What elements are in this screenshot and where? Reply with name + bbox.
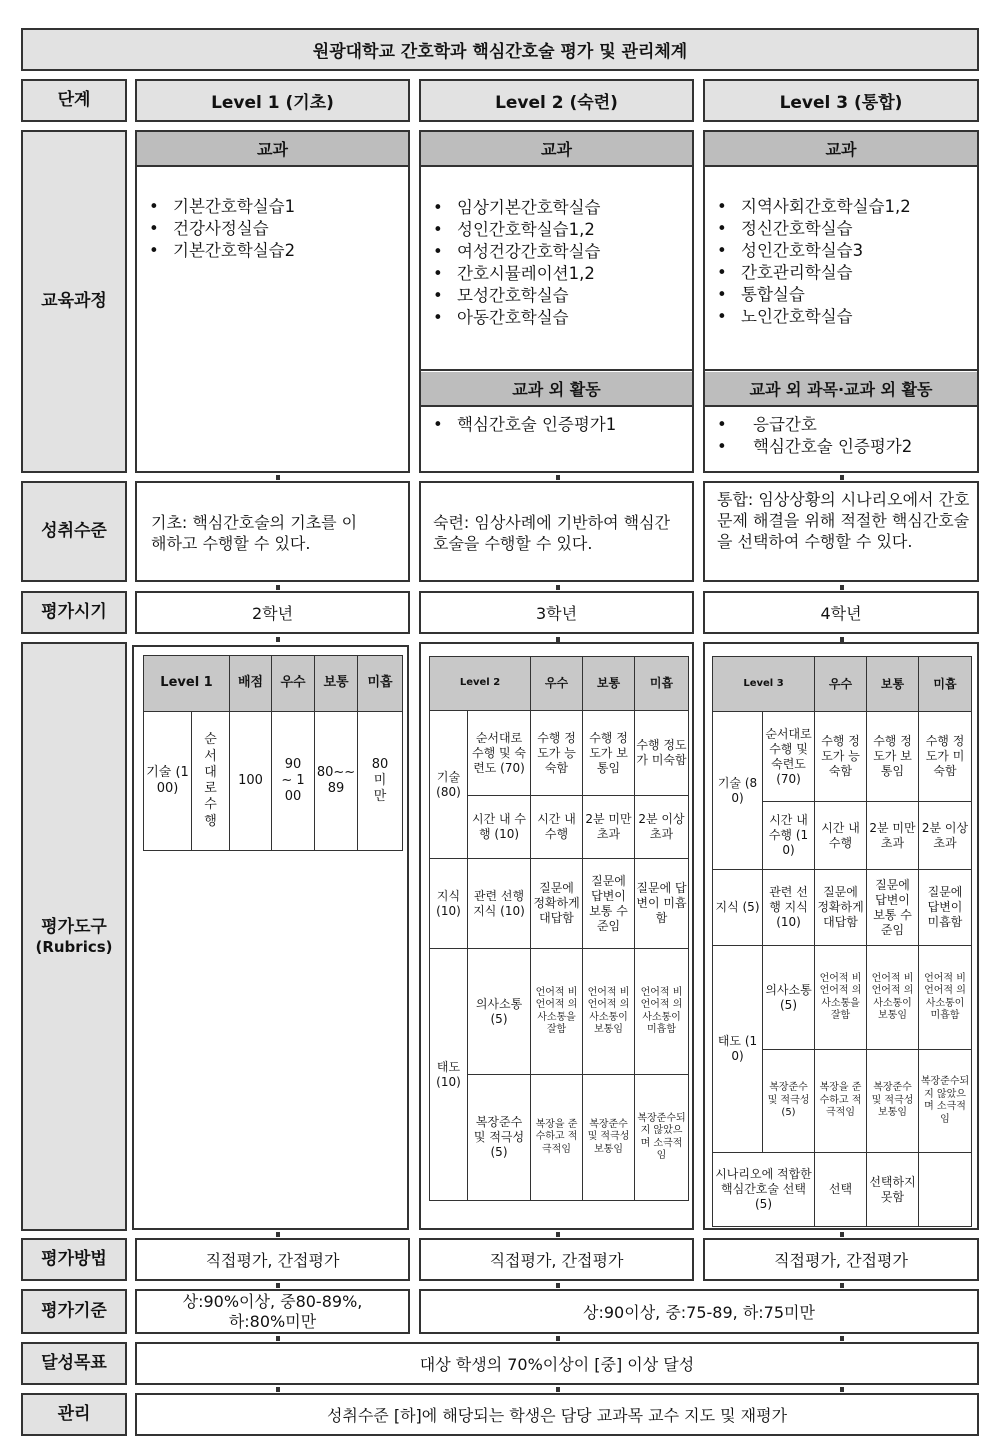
level1-rubric-table [143, 655, 403, 851]
row-label-management [21, 1393, 127, 1436]
list-item: • 통합실습 [715, 284, 911, 306]
table-cell: 질문에 답변이 미흡함 [919, 870, 972, 946]
goal-text: 대상 학생의 70%이상이 [중] 이상 달성 [135, 1342, 979, 1385]
row-label-tool [21, 642, 127, 1231]
row-label-stage [21, 79, 127, 122]
table-cell: 언어적 비언어적 의사소통을 잘함 [531, 949, 583, 1075]
table-cell: 시간 내 수행 [815, 802, 867, 870]
table-cell: 복장을 준수하고 적극적임 [815, 1050, 867, 1153]
table-cell: 선택 [815, 1153, 867, 1227]
list-item: • 핵심간호술 인증평가1 [431, 414, 616, 436]
list-item: • 기본간호학실습1 [147, 196, 295, 218]
table-header: 우수 [272, 656, 315, 712]
table-cell: 기술 (100) [144, 712, 192, 851]
table-cell: 수행 정도가 능숙함 [531, 711, 583, 796]
tool-label: 평가도구 [41, 916, 107, 937]
level3-timing: 4학년 [703, 591, 979, 634]
table-cell: 100 [230, 712, 272, 851]
table-cell: 지식 (10) [430, 859, 468, 949]
table-header: 미흡 [919, 657, 972, 712]
table-cell: 수행 정도가 보통임 [583, 711, 635, 796]
table-cell: 복장준수되지 않았으며 소극적임 [919, 1050, 972, 1153]
level1-achievement-text: 기초: 핵심간호술의 기초를 이해하고 수행할 수 있다. [151, 513, 358, 553]
table-cell: 질문에 정확하게 대답함 [815, 870, 867, 946]
achievement-label: 성취수준 [41, 521, 107, 542]
level3-course-list [715, 196, 911, 328]
table-cell: 80~~ 89 [315, 712, 358, 851]
list-item: • 아동간호학실습 [431, 307, 600, 329]
table-cell: 80 미만 [358, 712, 403, 851]
level2-course-list [431, 197, 600, 329]
page-title: 원광대학교 간호학과 핵심간호술 평가 및 관리체계 [21, 28, 979, 71]
management-text: 성취수준 [하]에 해당되는 학생은 담당 교과목 교수 지도 및 재평가 [135, 1393, 979, 1436]
table-cell: 순서대로수행 [192, 712, 230, 851]
table-cell: 의사소통 (5) [763, 946, 815, 1050]
list-item: • 기본간호학실습2 [147, 240, 295, 262]
list-item: • 성인간호학실습1,2 [431, 219, 600, 241]
table-cell: 기술 (80) [713, 712, 763, 870]
table-cell: 수행 정도가 보통임 [867, 712, 919, 802]
table-cell: 수행 정도가 능숙함 [815, 712, 867, 802]
row-label-achievement [21, 481, 127, 582]
level3-header: Level 3 (통합) [703, 79, 979, 122]
level1-course-list [147, 196, 295, 262]
level2-achievement [419, 481, 694, 582]
table-header: 미흡 [635, 657, 689, 711]
table-cell: 지식 (5) [713, 870, 763, 946]
stage-label: 단계 [57, 90, 91, 111]
list-item: • 성인간호학실습3 [715, 240, 911, 262]
table-cell: 복장준수 및 적극성 보통임 [867, 1050, 919, 1153]
table-header: 배점 [230, 656, 272, 712]
list-item: • 모성간호학실습 [431, 285, 600, 307]
level2-achievement-text: 숙련: 임상사례에 기반하여 핵심간호술을 수행할 수 있다. [433, 513, 671, 553]
table-header: 보통 [315, 656, 358, 712]
table-header: 미흡 [358, 656, 403, 712]
list-item: • 핵심간호술 인증평가2 [715, 436, 912, 458]
table-cell: 순서대로수행 및 숙련도 (70) [763, 712, 815, 802]
level3-course-header: 교과 [705, 132, 977, 167]
table-cell: 관련 선행 지식 (10) [763, 870, 815, 946]
goal-label: 달성목표 [41, 1353, 107, 1374]
level3-achievement-text: 통합: 임상상황의 시나리오에서 간호 문제 해결을 위해 적절한 핵심간호술을 선택하여 수행할 수 있다. [717, 490, 970, 551]
level2-header: Level 2 (숙련) [419, 79, 694, 122]
level1-achievement [135, 481, 410, 582]
row-label-criteria [21, 1289, 127, 1334]
level2-course-header: 교과 [421, 132, 692, 167]
table-cell: 복장준수 및 적극성 (5) [468, 1075, 531, 1201]
level3-rubric-table [712, 656, 972, 1227]
level2-method: 직접평가, 간접평가 [419, 1238, 694, 1281]
table-cell: 선택하지 못함 [867, 1153, 919, 1227]
table-cell: 태도 (10) [713, 946, 763, 1153]
table-cell: 태도 (10) [430, 949, 468, 1201]
table-header: Level 3 [713, 657, 815, 712]
table-cell: 언어적 비언어적 의사소통을 잘함 [815, 946, 867, 1050]
table-cell [919, 1153, 972, 1227]
table-cell: 복장을 준수하고 적극적임 [531, 1075, 583, 1201]
list-item: • 노인간호학실습 [715, 306, 911, 328]
list-item: • 지역사회간호학실습1,2 [715, 196, 911, 218]
level2-timing: 3학년 [419, 591, 694, 634]
table-cell: 2분 이상 초과 [919, 802, 972, 870]
table-cell: 언어적 비언어적 의사소통이 보통임 [583, 949, 635, 1075]
level2-curriculum [419, 130, 694, 473]
method-label: 평가방법 [41, 1249, 107, 1270]
row-label-method [21, 1238, 127, 1281]
level3-extra-header: 교과 외 과목·교과 외 활동 [705, 372, 977, 407]
criteria-label: 평가기준 [41, 1301, 107, 1322]
list-item: • 간호관리학실습 [715, 262, 911, 284]
level1-curriculum [135, 130, 410, 473]
level3-extra-list [715, 414, 912, 458]
table-cell: 질문에 답변이 보통 수준임 [583, 859, 635, 949]
level23-criteria: 상:90이상, 중:75-89, 하:75미만 [419, 1289, 979, 1334]
level1-header: Level 1 (기초) [135, 79, 410, 122]
list-item: • 여성건강간호학실습 [431, 241, 600, 263]
table-cell: 의사소통 (5) [468, 949, 531, 1075]
list-item: • 임상기본간호학실습 [431, 197, 600, 219]
list-item: • 간호시뮬레이션1,2 [431, 263, 600, 285]
level3-curriculum [703, 130, 979, 473]
table-header: 보통 [867, 657, 919, 712]
table-cell: 2분 미만 초과 [867, 802, 919, 870]
level2-rubric-table [429, 656, 689, 1201]
table-cell: 언어적 비언어적 의사소통이 미흡함 [635, 949, 689, 1075]
table-cell: 수행 정도가 미숙함 [919, 712, 972, 802]
list-item: • 응급간호 [715, 414, 912, 436]
table-cell: 언어적 비언어적 의사소통이 미흡함 [919, 946, 972, 1050]
table-cell: 질문에 정확하게 대답함 [531, 859, 583, 949]
management-label: 관리 [57, 1404, 91, 1425]
table-cell: 관련 선행지식 (10) [468, 859, 531, 949]
table-cell: 기술 (80) [430, 711, 468, 859]
table-cell: 언어적 비언어적 의사소통이 보통임 [867, 946, 919, 1050]
list-item: • 정신간호학실습 [715, 218, 911, 240]
table-cell: 2분 이상 초과 [635, 796, 689, 859]
table-header: 보통 [583, 657, 635, 711]
level1-course-header: 교과 [137, 132, 408, 167]
level2-extra-list [431, 414, 616, 436]
curriculum-label: 교육과정 [41, 291, 107, 312]
table-cell: 질문에 답변이 미흡함 [635, 859, 689, 949]
table-cell: 시간 내 수행 [531, 796, 583, 859]
level3-achievement [703, 481, 979, 582]
table-header: Level 2 [430, 657, 531, 711]
level1-timing: 2학년 [135, 591, 410, 634]
timing-label: 평가시기 [41, 602, 107, 623]
table-cell: 순서대로 수행 및 숙련도 (70) [468, 711, 531, 796]
level1-criteria: 상:90%이상, 중80-89%, 하:80%미만 [135, 1289, 410, 1334]
level3-method: 직접평가, 간접평가 [703, 1238, 979, 1281]
row-label-curriculum [21, 130, 127, 473]
list-item: • 건강사정실습 [147, 218, 295, 240]
table-cell: 질문에 답변이 보통 수준임 [867, 870, 919, 946]
row-label-goal [21, 1342, 127, 1385]
table-cell: 시간 내 수행 (10) [763, 802, 815, 870]
table-cell: 90 ~ 100 [272, 712, 315, 851]
tool-sub-label: (Rubrics) [35, 937, 113, 956]
table-cell: 2분 미만 초과 [583, 796, 635, 859]
table-cell: 복장준수되지 않았으며 소극적임 [635, 1075, 689, 1201]
level2-extra-header: 교과 외 활동 [421, 372, 692, 407]
table-cell: 수행 정도가 미숙함 [635, 711, 689, 796]
table-cell: 복장준수 및 적극성 (5) [763, 1050, 815, 1153]
table-header: 우수 [531, 657, 583, 711]
table-cell: 복장준수 및 적극성 보통임 [583, 1075, 635, 1201]
level1-method: 직접평가, 간접평가 [135, 1238, 410, 1281]
table-header: 우수 [815, 657, 867, 712]
table-header: Level 1 [144, 656, 230, 712]
row-label-timing [21, 591, 127, 634]
table-cell: 시간 내 수행 (10) [468, 796, 531, 859]
table-cell: 시나리오에 적합한 핵심간호술 선택(5) [713, 1153, 815, 1227]
